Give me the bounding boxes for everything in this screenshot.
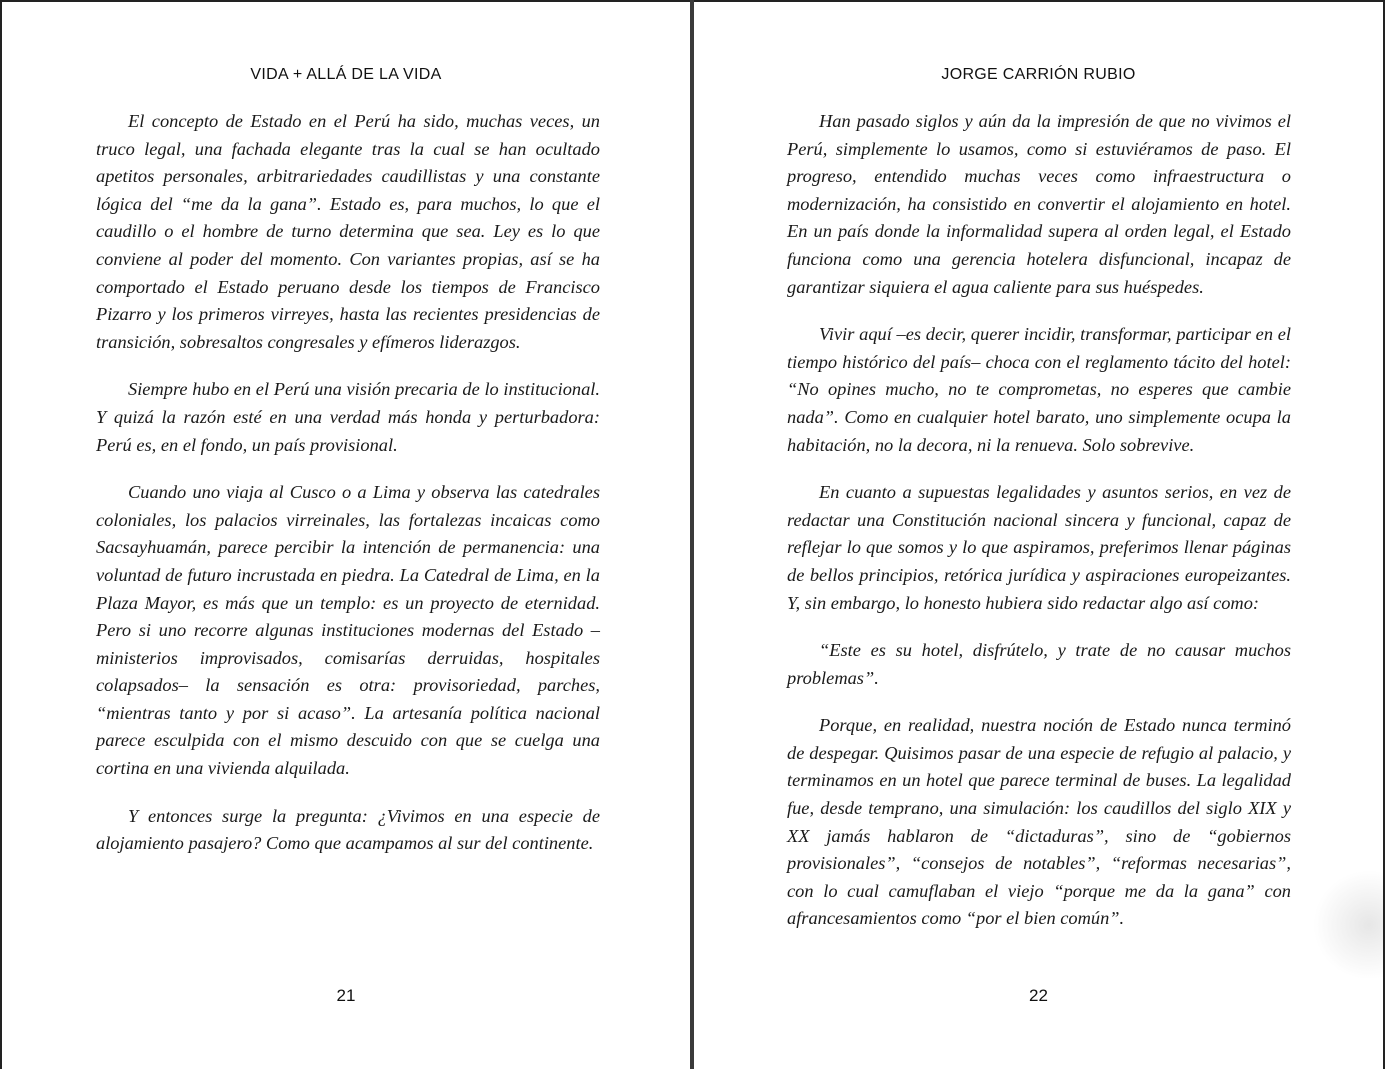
right-page-body bbox=[787, 108, 1291, 953]
paragraph: Cuando uno viaja al Cusco o a Lima y observa las catedrales coloniales, los palacios virreinales, las fortalezas incaicas como Sacsayhuamán, parece percibir la intención de permanencia: una voluntad de futuro incrustada en piedra. La Catedral de Lima, en la Plaza Mayor, es más que un templo: es un proyecto de eternidad. Pero si uno recorre algunas instituciones modernas del Estado –ministerios improvisados, comisarías derruidas, hospitales colapsados– la sensación es otra: provisoriedad, parches, “mientras tanto y por si acaso”. La artesanía política nacional parece esculpida con el mismo descuido con que se cuelga una cortina en una vivienda alquilada. bbox=[96, 482, 600, 779]
paragraph: El concepto de Estado en el Perú ha sido, muchas veces, un truco legal, una fachada elegante tras la cual se han ocultado apetitos personales, arbitrariedades caudillistas y una constante lógica del “me da la gana”. Estado es, para muchos, lo que el caudillo o el hombre de turno determina que sea. Ley es lo que conviene al poder del momento. Con variantes propias, así se ha comportado el Estado peruano desde los tiempos de Francisco Pizarro y los primeros virreyes, hasta las recientes presidencias de transición, sobresaltos congresales y efímeros liderazgos. bbox=[96, 111, 600, 352]
paragraph: Porque, en realidad, nuestra noción de Estado nunca terminó de despegar. Quisimos pasar de una especie de refugio al palacio, y terminamos en un hotel que parece terminal de buses. La legalidad fue, desde temprano, una simulación: los caudillos del siglo XIX y XX jamás hablaron de “dictaduras”, sino de “gobiernos provisionales”, “consejos de notables”, “reformas necesarias”, con lo cual camuflaban el viejo “porque me da la gana” con afrancesamientos como “por el bien común”. bbox=[787, 715, 1291, 929]
page-number: 21 bbox=[336, 986, 356, 1005]
page-number: 22 bbox=[1029, 986, 1048, 1005]
page-smudge bbox=[1313, 870, 1383, 980]
paragraph: Vivir aquí –es decir, querer incidir, transformar, participar en el tiempo histórico del país– choca con el reglamento tácito del hotel: “No opines mucho, no te comprometas, no esperes que cambie nada”. Como en cualquier hotel barato, uno simplemente ocupa la habitación, no la decora, ni la renueva. Solo sobrevive. bbox=[787, 324, 1291, 455]
paragraph: Han pasado siglos y aún da la impresión de que no vivimos el Perú, simplemente lo usamos, como si estuviéramos de paso. El progreso, entendido muchas veces como infraestructura o modernización, ha consistido en convertir el alojamiento en hotel. En un país donde la informalidad supera al orden legal, el Estado funciona como una gerencia hotelera disfuncional, incapaz de garantizar siquiera el agua caliente para sus huéspedes. bbox=[787, 111, 1291, 297]
paragraph: Y entonces surge la pregunta: ¿Vivimos en una especie de alojamiento pasajero? Como que acampamos al sur del continente. bbox=[96, 805, 600, 854]
running-header-book-title: VIDA + ALLÁ DE LA VIDA bbox=[250, 66, 442, 83]
right-page bbox=[694, 0, 1385, 1069]
paragraph: “Este es su hotel, disfrútelo, y trate de no causar muchos problemas”. bbox=[787, 640, 1291, 688]
left-page bbox=[0, 0, 690, 1069]
paragraph: En cuanto a supuestas legalidades y asuntos serios, en vez de redactar una Constitución nacional sincera y funcional, capaz de reflejar lo que somos y lo que aspiramos, preferimos llenar páginas de bellos principios, retórica jurídica y aspiraciones europeizantes. Y, sin embargo, lo honesto hubiera sido redactar algo así como: bbox=[787, 482, 1291, 613]
running-header-author: JORGE CARRIÓN RUBIO bbox=[941, 66, 1136, 83]
paragraph: Siempre hubo en el Perú una visión precaria de lo institucional. Y quizá la razón esté en una verdad más honda y perturbadora: Perú es, en el fondo, un país provisional. bbox=[96, 379, 600, 455]
left-page-body bbox=[96, 108, 600, 878]
